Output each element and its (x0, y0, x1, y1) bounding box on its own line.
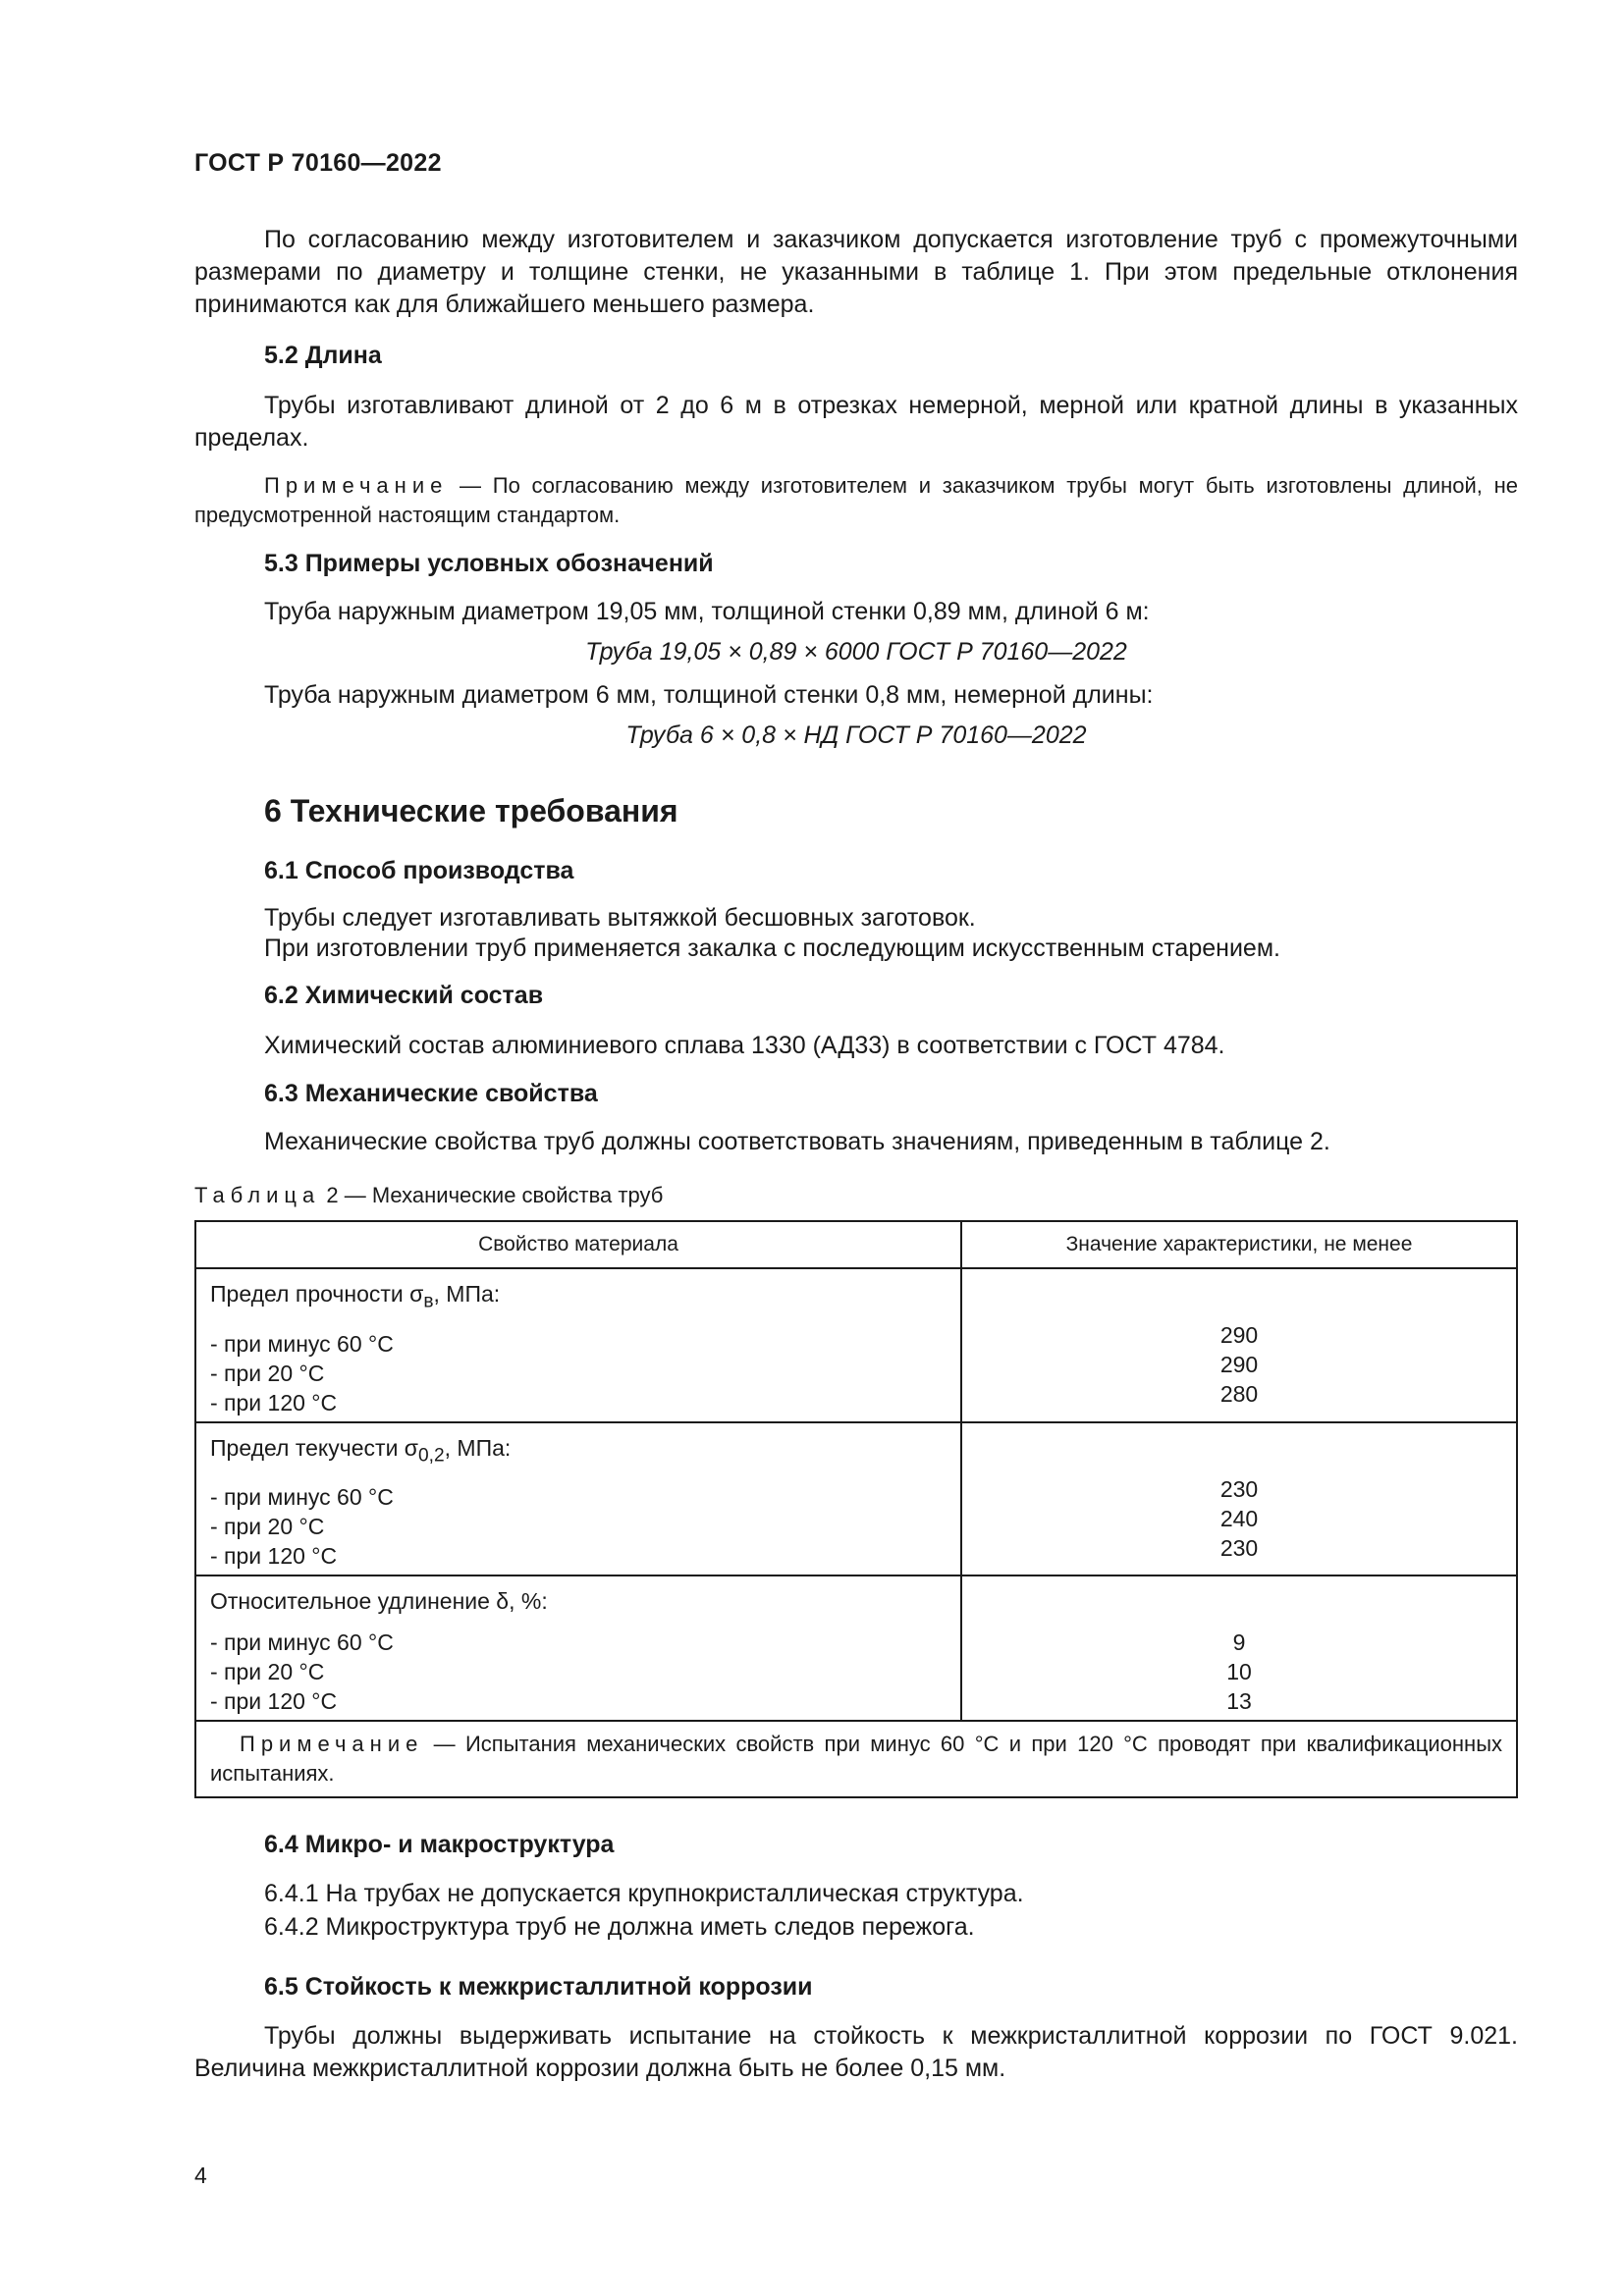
section-6-1-line-1: Трубы следует изготавливать вытяжкой бесшовных заготовок. (264, 904, 976, 932)
group-label-text: Предел текучести σ (210, 1434, 418, 1461)
example-1-designation: Труба 19,05 × 0,89 × 6000 ГОСТ Р 70160—2022 (585, 638, 1127, 666)
table-caption-label: Таблица (194, 1183, 321, 1207)
table-header-value: Значение характеристики, не менее (961, 1221, 1517, 1268)
table-2 (194, 1220, 1518, 1798)
section-6-5-text: Трубы должны выдерживать испытание на стойкость к межкристаллитной коррозии по ГОСТ 9.021. Величина межкристаллитной коррозии должна быть не более 0,15 мм. (194, 2022, 1518, 2082)
table-2-caption (194, 1183, 1518, 1208)
section-6-2-text: Химический состав алюминиевого сплава 1330 (АД33) в соответствии с ГОСТ 4784. (264, 1032, 1225, 1059)
table-header-property: Свойство материала (195, 1221, 961, 1268)
table-cell-value (961, 1422, 1517, 1576)
table-note (195, 1721, 1517, 1797)
document-header: ГОСТ Р 70160—2022 (194, 149, 442, 177)
table-note-text: — Испытания механических свойств при минус 60 °С и при 120 °С проводят при квалификационных испытаниях. (210, 1732, 1502, 1787)
section-6-title: 6 Технические требования (264, 793, 678, 828)
section-6-5-title: 6.5 Стойкость к межкристаллитной коррозии (264, 1973, 813, 2001)
table-cell-property (195, 1422, 961, 1576)
table-subrow-label: - при минус 60 °С (210, 1484, 394, 1511)
table-value: 280 (1219, 1381, 1259, 1407)
section-5-2-note (194, 471, 1518, 530)
table-subrow-label: - при 120 °С (210, 1688, 338, 1715)
table-subrow-label: - при 20 °С (210, 1514, 325, 1540)
group-label (210, 1279, 947, 1317)
section-6-4-2: 6.4.2 Микроструктура труб не должна иметь следов пережога. (264, 1913, 975, 1941)
note-label: Примечание (264, 473, 449, 498)
section-6-4-title: 6.4 Микро- и макроструктура (264, 1831, 615, 1858)
section-5-2-text: Трубы изготавливают длиной от 2 до 6 м в отрезках немерной, мерной или кратной длины в указанных пределах. (194, 392, 1518, 452)
example-2-designation: Труба 6 × 0,8 × НД ГОСТ Р 70160—2022 (625, 721, 1087, 749)
note-text: — По согласованию между изготовителем и заказчиком трубы могут быть изготовлены длиной, не предусмотренной настоящим стандартом. (194, 473, 1518, 527)
table-value: 13 (1226, 1688, 1252, 1715)
section-5-2-title: 5.2 Длина (264, 342, 382, 369)
table-value: 240 (1219, 1505, 1259, 1531)
table-note-label: Примечание (240, 1732, 424, 1757)
table-row (195, 1268, 1517, 1422)
table-value: 290 (1219, 1352, 1259, 1377)
table-cell-property (195, 1268, 961, 1422)
group-label-subscript: 0,2 (418, 1445, 445, 1467)
table-subrow-label: - при минус 60 °С (210, 1330, 394, 1357)
section-6-1-title: 6.1 Способ производства (264, 857, 574, 884)
table-value: 230 (1219, 1534, 1259, 1561)
intro-paragraph: По согласованию между изготовителем и заказчиком допускается изготовление труб с промежуточными размерами по диаметру и толщине стенки, не указанными в таблице 1. При этом предельные отклонения принимаются как для ближайшего меньшего размера. (194, 226, 1518, 318)
group-label-subscript: в (423, 1291, 434, 1312)
table-subrow-label: - при 120 °С (210, 1543, 338, 1570)
table-caption-text: 2 — Механические свойства труб (320, 1183, 664, 1207)
example-2-text: Труба наружным диаметром 6 мм, толщиной стенки 0,8 мм, немерной длины: (264, 681, 1154, 709)
table-header-row (195, 1221, 1517, 1268)
table-value: 230 (1219, 1475, 1259, 1502)
table-row (195, 1575, 1517, 1721)
group-label-text: Предел прочности σ (210, 1281, 424, 1307)
table-subrow-label: - при минус 60 °С (210, 1629, 394, 1656)
table-note-row (195, 1721, 1517, 1797)
section-5-3-title: 5.3 Примеры условных обозначений (264, 550, 714, 577)
section-6-3-text: Механические свойства труб должны соответствовать значениям, приведенным в таблице 2. (264, 1128, 1330, 1155)
table-cell-value (961, 1268, 1517, 1422)
table-subrow-label: - при 120 °С (210, 1389, 338, 1415)
section-6-2-title: 6.2 Химический состав (264, 982, 544, 1009)
group-label-unit: , МПа: (444, 1434, 512, 1461)
section-6-4-1: 6.4.1 На трубах не допускается крупнокристаллическая структура. (264, 1880, 1024, 1907)
section-6-3-title: 6.3 Механические свойства (264, 1080, 598, 1107)
table-value: 290 (1219, 1322, 1259, 1348)
example-1-text: Труба наружным диаметром 19,05 мм, толщиной стенки 0,89 мм, длиной 6 м: (264, 598, 1150, 625)
page-number: 4 (194, 2163, 207, 2188)
section-6-1-line-2: При изготовлении труб применяется закалка с последующим искусственным старением. (264, 934, 1280, 962)
table-subrow-label: - при 20 °С (210, 1659, 325, 1685)
group-label (210, 1433, 947, 1471)
group-label: Относительное удлинение δ, %: (210, 1588, 548, 1615)
table-row (195, 1422, 1517, 1576)
table-cell-value (961, 1575, 1517, 1721)
table-value: 9 (1232, 1629, 1246, 1656)
table-subrow-label: - при 20 °С (210, 1360, 325, 1386)
group-label-unit: , МПа: (433, 1281, 501, 1307)
table-value: 10 (1226, 1659, 1252, 1685)
table-cell-property (195, 1575, 961, 1721)
